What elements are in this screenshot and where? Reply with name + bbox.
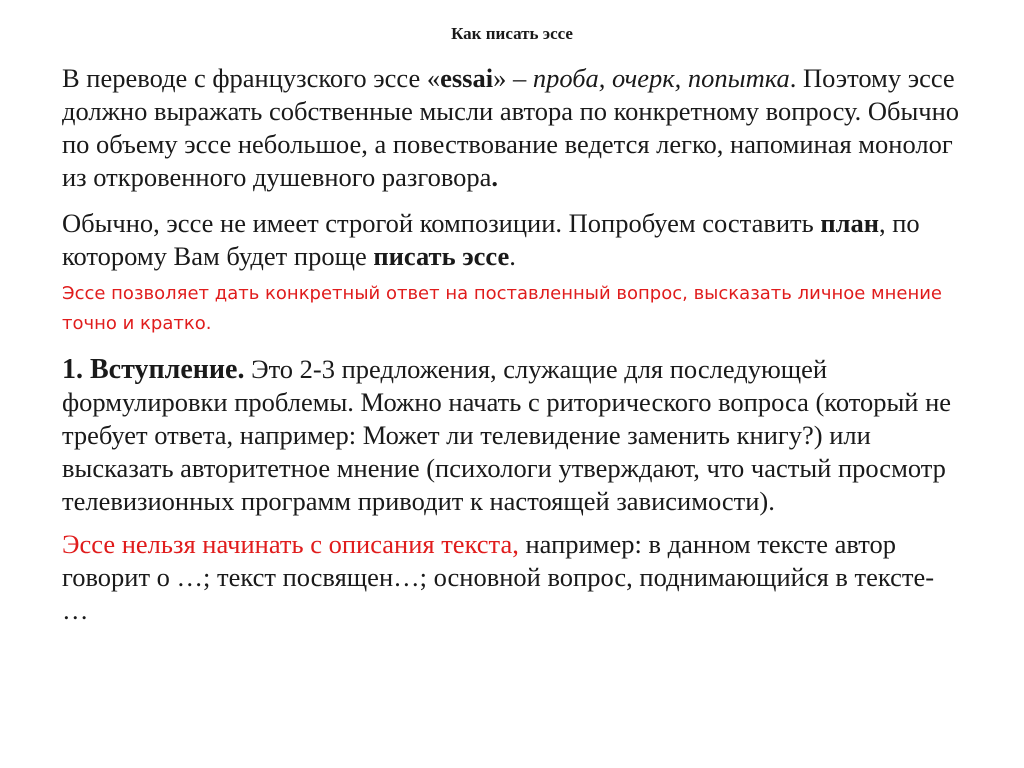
paragraph-introduction — [62, 353, 962, 518]
warning-red-text: Эссе нельзя начинать с описания текста, — [62, 529, 519, 559]
slide-title: Как писать эссе — [451, 24, 573, 43]
paragraph-definition-dash: » – — [493, 63, 533, 93]
term-essai: essai — [440, 63, 494, 93]
paragraph-definition — [62, 62, 962, 194]
introduction-heading: 1. Вступление. — [62, 354, 245, 385]
slide-body — [62, 62, 962, 627]
term-plan: план — [820, 208, 879, 238]
paragraph-composition-intro: Обычно, эссе не имеет строгой композиции. Попробуем составить — [62, 208, 821, 238]
translation-meanings: проба, очерк, попытка — [532, 63, 790, 93]
paragraph-composition-end: . — [509, 241, 516, 271]
red-note: Эссе позволяет дать конкретный ответ на поставленный вопрос, высказать личное мнение точно и кратко. — [62, 283, 942, 334]
warning-examples: например: в данном тексте автор говорит о …; текст посвящен…; основной вопрос, поднимающийся в тексте- … — [62, 529, 935, 625]
introduction-text: Это 2-3 предложения, служащие для последующей формулировки проблемы. Можно начать с риторического вопроса (который не требует ответа, например: Может ли телевидение заменить книгу?) или высказать авторитетное мнение (психологи утверждают, что частый просмотр телевизионных программ приводит к настоящей зависимости). — [62, 354, 952, 516]
paragraph-definition-body: . Поэтому эссе должно выражать собственные мысли автора по конкретному вопросу. Обычно по объему эссе небольшое, а повествование ведется легко, напоминая монолог из откровенного душевного разговора — [62, 63, 960, 192]
paragraph-definition-period: . — [491, 162, 499, 192]
paragraph-definition-intro: В переводе с французского эссе « — [62, 63, 441, 93]
paragraph-composition — [62, 207, 962, 273]
term-write-essay: писать эссе — [373, 241, 510, 271]
paragraph-composition-mid: , по которому Вам будет проще — [62, 208, 920, 271]
paragraph-warning — [62, 528, 962, 627]
